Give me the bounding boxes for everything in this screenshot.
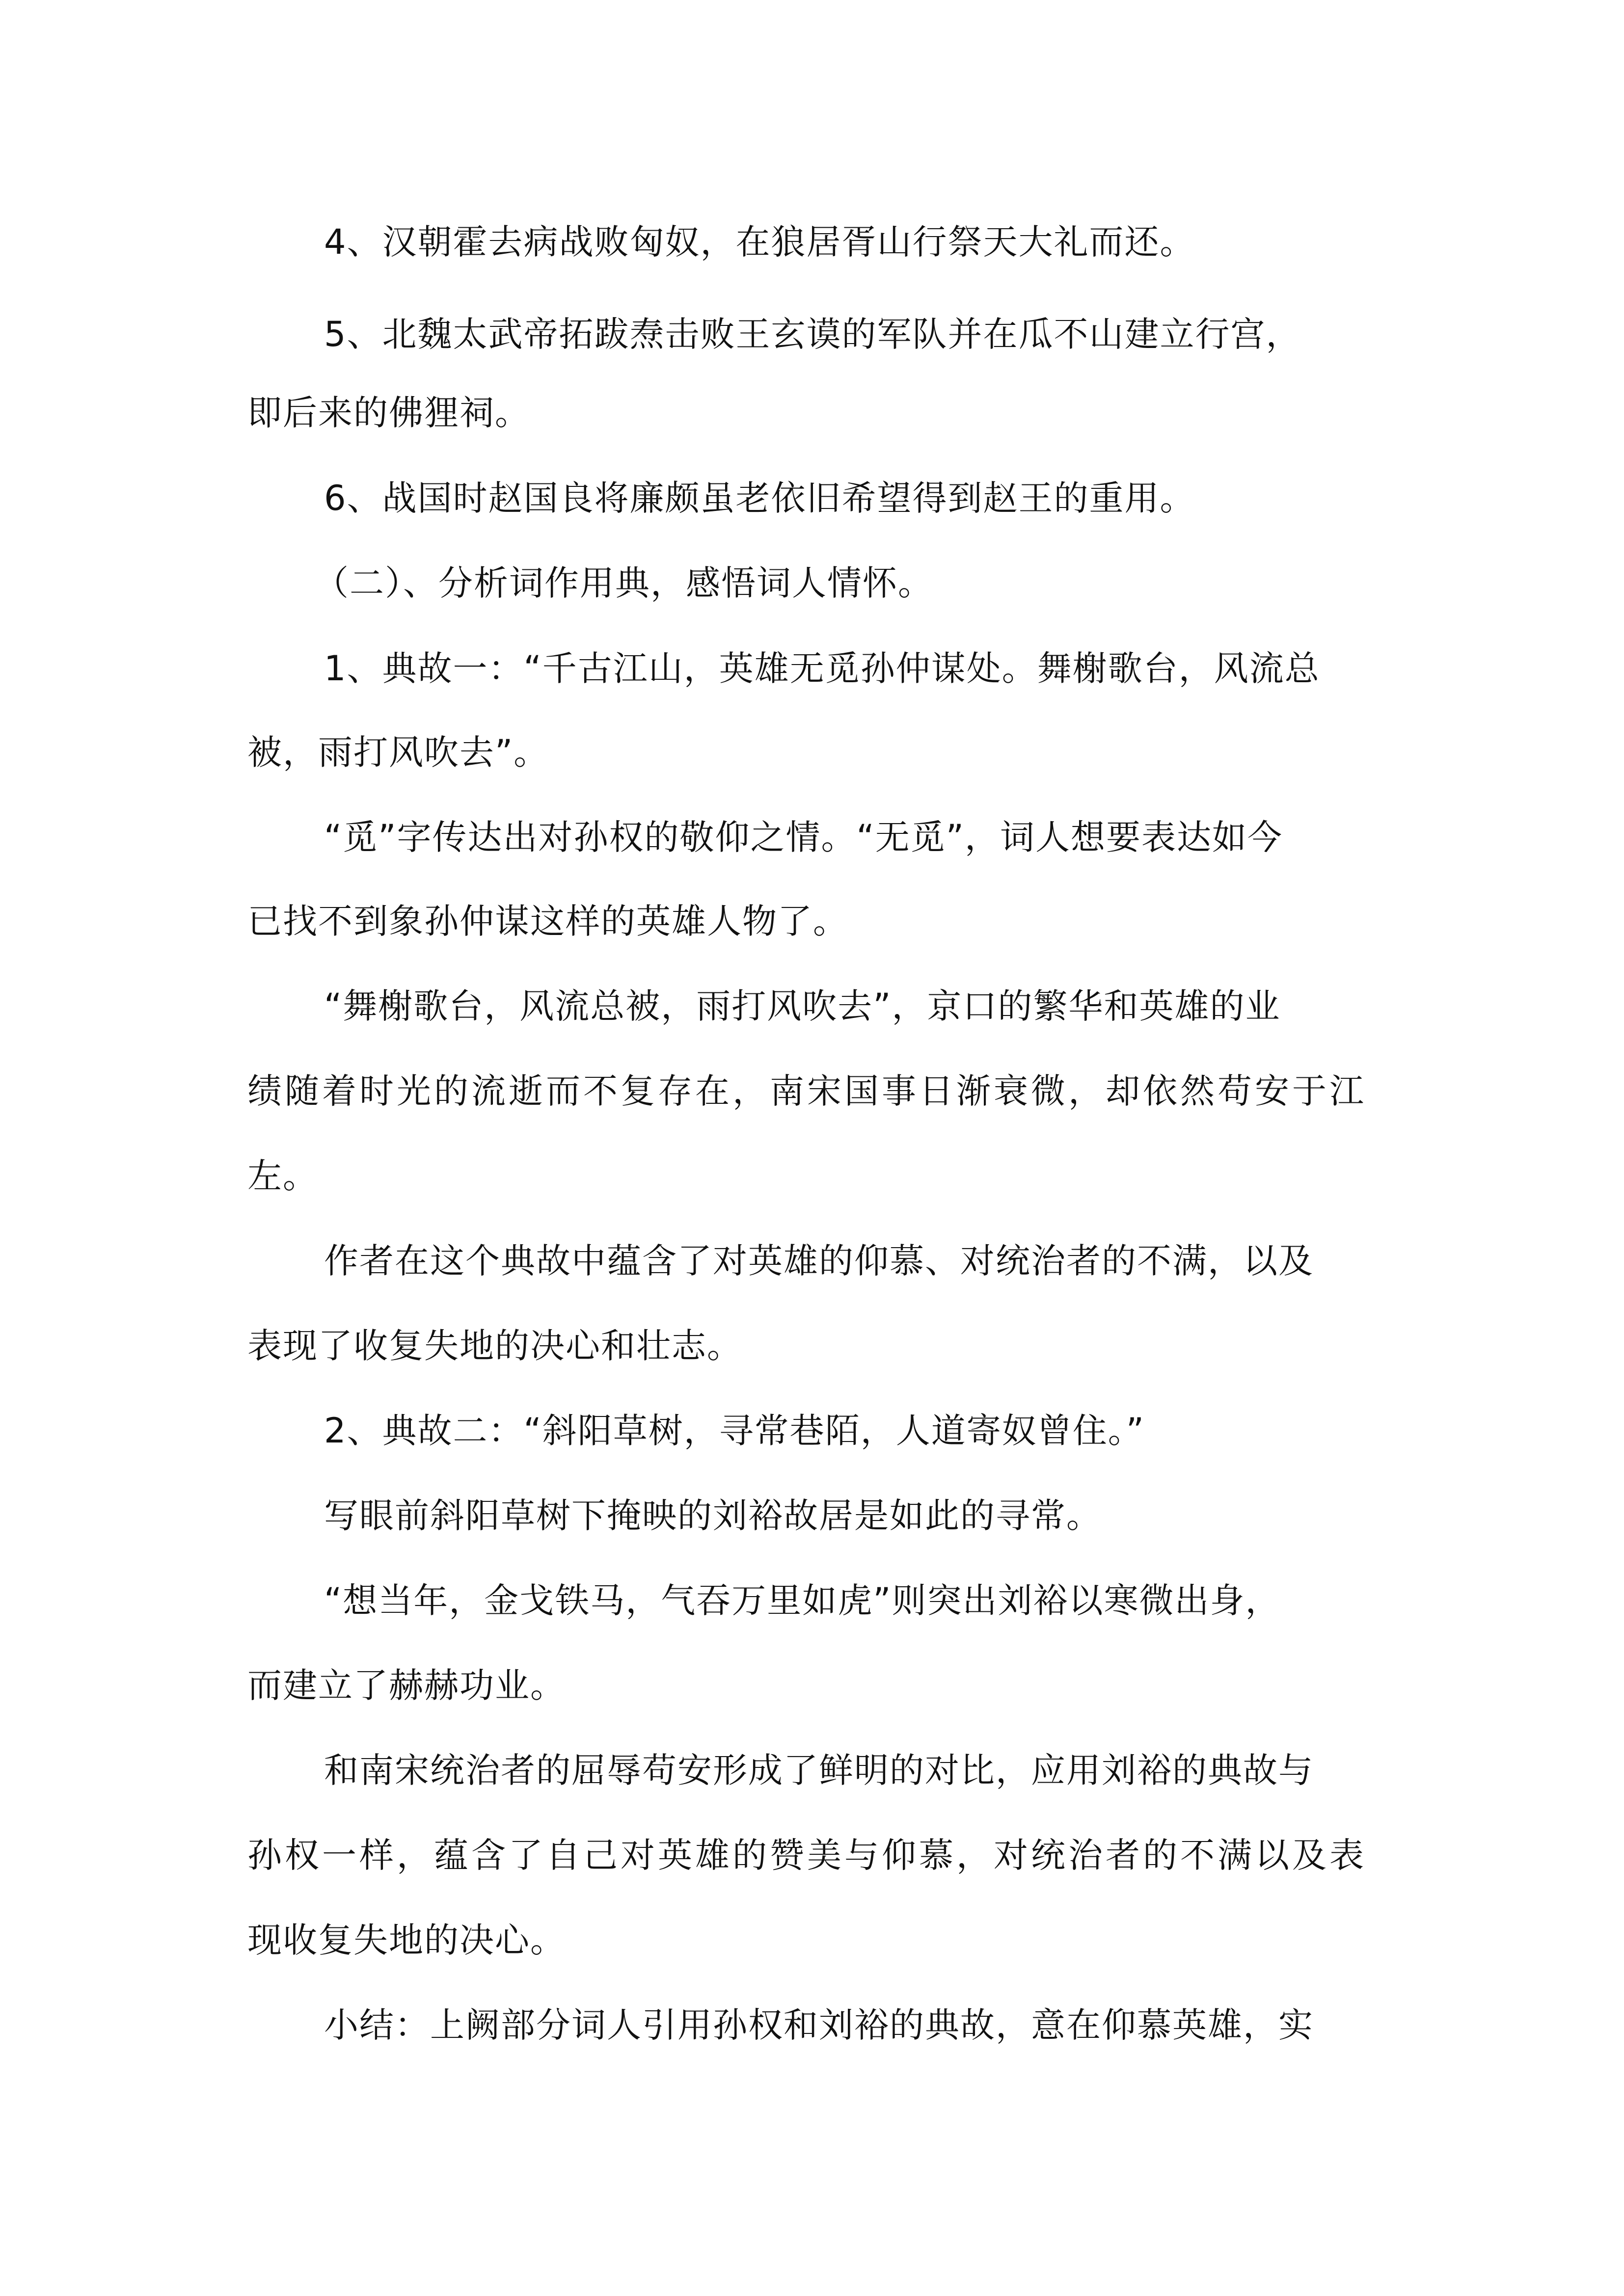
text-line: 6、战国时赵国良将廉颇虽老依旧希望得到赵王的重用。 xyxy=(324,478,1195,518)
text-line: “舞榭歌台，风流总被，雨打风吹去”，京口的繁华和英雄的业 xyxy=(324,986,1281,1026)
text-line: 左。 xyxy=(247,1156,318,1196)
text-line: 而建立了赫赫功业。 xyxy=(247,1665,566,1706)
text-line: “觅”字传达出对孙权的敬仰之情。“无觅”，词人想要表达如今 xyxy=(324,817,1283,857)
text-line: 被，雨打风吹去”。 xyxy=(247,732,549,773)
text-line: 作者在这个典故中蕴含了对英雄的仰慕、对统治者的不满，以及 xyxy=(324,1241,1314,1281)
text-line: 孙权一样，蕴含了自己对英雄的赞美与仰慕，对统治者的不满以及表 xyxy=(247,1835,1367,1875)
text-line: 现收复失地的决心。 xyxy=(247,1920,566,1960)
text-line: 4、汉朝霍去病战败匈奴，在狼居胥山行祭天大礼而还。 xyxy=(324,222,1195,262)
text-line: 和南宋统治者的屈辱苟安形成了鲜明的对比，应用刘裕的典故与 xyxy=(324,1750,1314,1790)
text-line: 1、典故一：“千古江山，英雄无觅孙仲谋处。舞榭歌台，风流总 xyxy=(324,648,1320,689)
text-line: 即后来的佛狸祠。 xyxy=(247,393,530,433)
text-line: 写眼前斜阳草树下掩映的刘裕故居是如此的寻常。 xyxy=(324,1495,1102,1536)
section-heading: （二）、分析词作用典，感悟词人情怀。 xyxy=(314,563,933,603)
text-line: 2、典故二：“斜阳草树，寻常巷陌，人道寄奴曾住。” xyxy=(324,1411,1145,1451)
text-line: “想当年，金戈铁马，气吞万里如虎”则突出刘裕以寒微出身， xyxy=(324,1580,1281,1621)
text-line: 5、北魏太武帝拓跋焘击败王玄谟的军队并在瓜不山建立行宫， xyxy=(324,314,1301,354)
text-line: 绩随着时光的流逝而不复存在，南宋国事日渐衰微，却依然苟安于江 xyxy=(247,1071,1367,1111)
text-line: 表现了收复失地的决心和壮志。 xyxy=(247,1326,742,1366)
text-line: 已找不到象孙仲谋这样的英雄人物了。 xyxy=(247,901,848,941)
text-line: 小结：上阙部分词人引用孙权和刘裕的典故，意在仰慕英雄，实 xyxy=(324,2005,1314,2045)
